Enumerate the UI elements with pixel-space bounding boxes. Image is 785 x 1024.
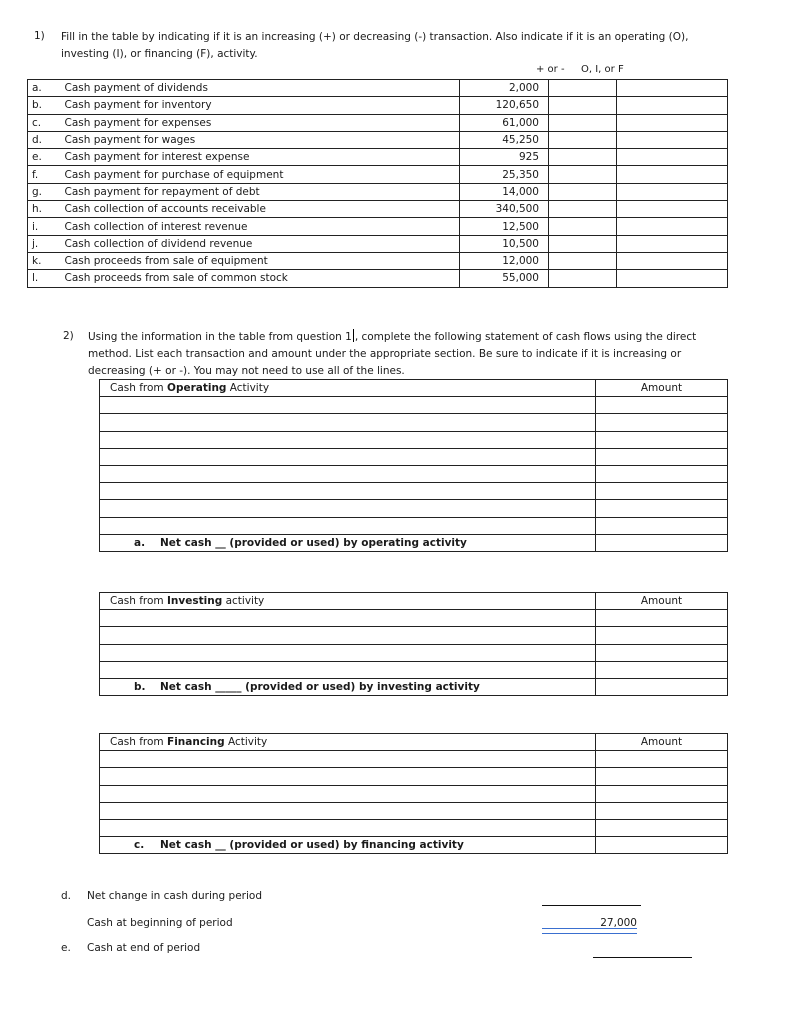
row-letter: a. — [28, 80, 63, 97]
row-letter: l. — [28, 270, 63, 287]
header-prefix: Cash from — [110, 382, 168, 395]
cash-end-answer-line[interactable] — [593, 957, 692, 958]
activity-type-input-cell[interactable] — [617, 252, 728, 269]
amount-input-cell[interactable] — [596, 397, 728, 414]
net-letter: a. — [134, 536, 146, 549]
transaction-input-cell[interactable] — [100, 785, 596, 802]
financing-entry-row — [100, 802, 728, 819]
sign-input-cell[interactable] — [549, 97, 617, 114]
row-letter: k. — [28, 252, 63, 269]
activity-type-input-cell[interactable] — [617, 149, 728, 166]
row-letter: i. — [28, 218, 63, 235]
operating-entry-row — [100, 500, 728, 517]
transaction-input-cell[interactable] — [100, 751, 596, 768]
amount-input-cell[interactable] — [596, 802, 728, 819]
transaction-input-cell[interactable] — [100, 610, 596, 627]
financing-net-cash-row — [100, 837, 728, 854]
text-cursor — [353, 329, 354, 342]
sign-input-cell[interactable] — [549, 80, 617, 97]
sign-input-cell[interactable] — [549, 270, 617, 287]
header-suffix: Activity — [226, 382, 270, 395]
operating-entry-row — [100, 448, 728, 465]
net-cash-amount-cell[interactable] — [596, 837, 728, 854]
row-description: Cash payment for expenses — [63, 114, 460, 131]
amount-input-cell[interactable] — [596, 483, 728, 500]
transaction-row — [28, 218, 728, 235]
operating-entry-row — [100, 397, 728, 414]
activity-type-input-cell[interactable] — [617, 166, 728, 183]
transaction-input-cell[interactable] — [100, 819, 596, 836]
transaction-row — [28, 131, 728, 148]
amount-column-header: Amount — [596, 593, 728, 610]
financing-activity-table — [99, 733, 728, 854]
sign-input-cell[interactable] — [549, 183, 617, 200]
investing-header-label — [100, 593, 596, 610]
row-amount: 12,500 — [460, 218, 549, 235]
row-letter: c. — [28, 114, 63, 131]
row-description: Cash collection of dividend revenue — [63, 235, 460, 252]
financing-entry-row — [100, 785, 728, 802]
row-letter: d. — [28, 131, 63, 148]
question-2-instructions — [88, 329, 696, 380]
net-change-label: Net change in cash during period — [87, 890, 262, 902]
question-1-number: 1) — [34, 30, 45, 42]
activity-type-input-cell[interactable] — [617, 201, 728, 218]
sign-input-cell[interactable] — [549, 131, 617, 148]
transaction-row — [28, 80, 728, 97]
header-category: Investing — [167, 595, 223, 608]
question-2-line-1b: , complete the following statement of cash flows using the direct — [354, 331, 697, 343]
activity-type-input-cell[interactable] — [617, 270, 728, 287]
amount-input-cell[interactable] — [596, 448, 728, 465]
cash-end-label: Cash at end of period — [87, 942, 201, 954]
row-letter: e. — [28, 149, 63, 166]
investing-entry-row — [100, 661, 728, 678]
header-category: Financing — [167, 736, 225, 749]
summary-d-letter: d. — [61, 890, 72, 902]
operating-entry-row — [100, 483, 728, 500]
row-letter: f. — [28, 166, 63, 183]
transaction-row — [28, 149, 728, 166]
net-change-answer-line[interactable] — [542, 905, 641, 906]
activity-type-input-cell[interactable] — [617, 183, 728, 200]
row-description: Cash proceeds from sale of equipment — [63, 252, 460, 269]
row-letter: g. — [28, 183, 63, 200]
investing-activity-table — [99, 592, 728, 696]
row-amount: 10,500 — [460, 235, 549, 252]
row-description: Cash payment for purchase of equipment — [63, 166, 460, 183]
row-amount: 14,000 — [460, 183, 549, 200]
amount-input-cell[interactable] — [596, 661, 728, 678]
row-description: Cash payment for repayment of debt — [63, 183, 460, 200]
sign-input-cell[interactable] — [549, 252, 617, 269]
financing-header-row — [100, 734, 728, 751]
operating-entry-row — [100, 431, 728, 448]
amount-input-cell[interactable] — [596, 768, 728, 785]
transaction-input-cell[interactable] — [100, 661, 596, 678]
transaction-input-cell[interactable] — [100, 627, 596, 644]
operating-entry-row — [100, 414, 728, 431]
row-amount: 25,350 — [460, 166, 549, 183]
amount-input-cell[interactable] — [596, 414, 728, 431]
activity-type-input-cell[interactable] — [617, 97, 728, 114]
row-amount: 925 — [460, 149, 549, 166]
investing-entry-row — [100, 644, 728, 661]
transaction-row — [28, 235, 728, 252]
transaction-row — [28, 97, 728, 114]
transaction-input-cell[interactable] — [100, 448, 596, 465]
row-letter: j. — [28, 235, 63, 252]
transaction-row — [28, 183, 728, 200]
row-amount: 120,650 — [460, 97, 549, 114]
transaction-input-cell[interactable] — [100, 465, 596, 482]
header-category: Operating — [167, 382, 227, 395]
summary-e-letter: e. — [61, 942, 71, 954]
activity-type-input-cell[interactable] — [617, 131, 728, 148]
net-letter: b. — [134, 681, 146, 694]
transaction-input-cell[interactable] — [100, 431, 596, 448]
sign-input-cell[interactable] — [549, 149, 617, 166]
question-1-instructions — [61, 29, 688, 63]
row-description: Cash payment for inventory — [63, 97, 460, 114]
row-description: Cash proceeds from sale of common stock — [63, 270, 460, 287]
amount-column-header: Amount — [596, 734, 728, 751]
cash-beginning-double-underline — [542, 928, 637, 934]
row-amount: 55,000 — [460, 270, 549, 287]
operating-activity-table — [99, 379, 728, 552]
amount-column-header: Amount — [596, 380, 728, 397]
financing-header-label — [100, 734, 596, 751]
net-cash-amount-cell[interactable] — [596, 534, 728, 551]
amount-input-cell[interactable] — [596, 517, 728, 534]
question-2-line-2: method. List each transaction and amount under the appropriate section. Be sure to indicate if it is increasing or — [88, 348, 682, 360]
header-prefix: Cash from — [110, 595, 168, 608]
financing-entry-row — [100, 751, 728, 768]
net-letter: c. — [134, 839, 145, 852]
amount-input-cell[interactable] — [596, 644, 728, 661]
transaction-row — [28, 166, 728, 183]
row-amount: 61,000 — [460, 114, 549, 131]
net-label: Net cash _____ (provided or used) by investing activity — [160, 681, 480, 694]
amount-input-cell[interactable] — [596, 627, 728, 644]
amount-input-cell[interactable] — [596, 610, 728, 627]
activity-type-input-cell[interactable] — [617, 218, 728, 235]
investing-entry-row — [100, 610, 728, 627]
row-amount: 2,000 — [460, 80, 549, 97]
transaction-input-cell[interactable] — [100, 644, 596, 661]
type-column-header: O, I, or F — [581, 64, 624, 75]
transaction-row — [28, 252, 728, 269]
sign-input-cell[interactable] — [549, 235, 617, 252]
transactions-table — [27, 79, 728, 288]
sign-input-cell[interactable] — [549, 166, 617, 183]
question-2-number: 2) — [63, 330, 74, 342]
cash-beginning-value: 27,000 — [600, 917, 637, 929]
operating-entry-row — [100, 517, 728, 534]
operating-header-label — [100, 380, 596, 397]
net-cash-amount-cell[interactable] — [596, 678, 728, 695]
amount-input-cell[interactable] — [596, 500, 728, 517]
activity-type-input-cell[interactable] — [617, 235, 728, 252]
investing-header-row — [100, 593, 728, 610]
transaction-row — [28, 114, 728, 131]
row-amount: 45,250 — [460, 131, 549, 148]
sign-input-cell[interactable] — [549, 218, 617, 235]
financing-entry-row — [100, 768, 728, 785]
transaction-row — [28, 270, 728, 287]
transaction-input-cell[interactable] — [100, 483, 596, 500]
row-description: Cash payment for interest expense — [63, 149, 460, 166]
transaction-input-cell[interactable] — [100, 802, 596, 819]
amount-input-cell[interactable] — [596, 465, 728, 482]
amount-input-cell[interactable] — [596, 819, 728, 836]
question-1-line-1: Fill in the table by indicating if it is an increasing (+) or decreasing (-) transaction. Also indicate if it is an operating (O), — [61, 31, 689, 43]
question-1-line-2: investing (I), or financing (F), activity. — [61, 48, 258, 60]
row-description: Cash payment of dividends — [63, 80, 460, 97]
amount-input-cell[interactable] — [596, 751, 728, 768]
header-prefix: Cash from — [110, 736, 168, 749]
row-amount: 12,000 — [460, 252, 549, 269]
sign-input-cell[interactable] — [549, 201, 617, 218]
sign-input-cell[interactable] — [549, 114, 617, 131]
row-letter: b. — [28, 97, 63, 114]
header-suffix: activity — [222, 595, 265, 608]
financing-net-cash-label — [100, 837, 596, 854]
activity-type-input-cell[interactable] — [617, 114, 728, 131]
amount-input-cell[interactable] — [596, 431, 728, 448]
operating-header-row — [100, 380, 728, 397]
investing-net-cash-row — [100, 678, 728, 695]
question-2-line-1a: Using the information in the table from question 1 — [88, 331, 352, 343]
activity-type-input-cell[interactable] — [617, 80, 728, 97]
header-suffix: Activity — [224, 736, 268, 749]
row-description: Cash collection of interest revenue — [63, 218, 460, 235]
transaction-input-cell[interactable] — [100, 517, 596, 534]
question-2-line-3: decreasing (+ or -). You may not need to use all of the lines. — [88, 365, 405, 377]
row-letter: h. — [28, 201, 63, 218]
transaction-row — [28, 201, 728, 218]
net-label: Net cash __ (provided or used) by operating activity — [160, 536, 467, 549]
transaction-input-cell[interactable] — [100, 414, 596, 431]
transaction-input-cell[interactable] — [100, 768, 596, 785]
cash-beginning-label: Cash at beginning of period — [87, 917, 233, 929]
transaction-input-cell[interactable] — [100, 397, 596, 414]
amount-input-cell[interactable] — [596, 785, 728, 802]
row-amount: 340,500 — [460, 201, 549, 218]
row-description: Cash collection of accounts receivable — [63, 201, 460, 218]
sign-column-header: + or - — [536, 64, 565, 75]
operating-net-cash-label — [100, 534, 596, 551]
investing-net-cash-label — [100, 678, 596, 695]
row-description: Cash payment for wages — [63, 131, 460, 148]
operating-entry-row — [100, 465, 728, 482]
financing-entry-row — [100, 819, 728, 836]
net-label: Net cash __ (provided or used) by financing activity — [160, 839, 464, 852]
operating-net-cash-row — [100, 534, 728, 551]
investing-entry-row — [100, 627, 728, 644]
transaction-input-cell[interactable] — [100, 500, 596, 517]
